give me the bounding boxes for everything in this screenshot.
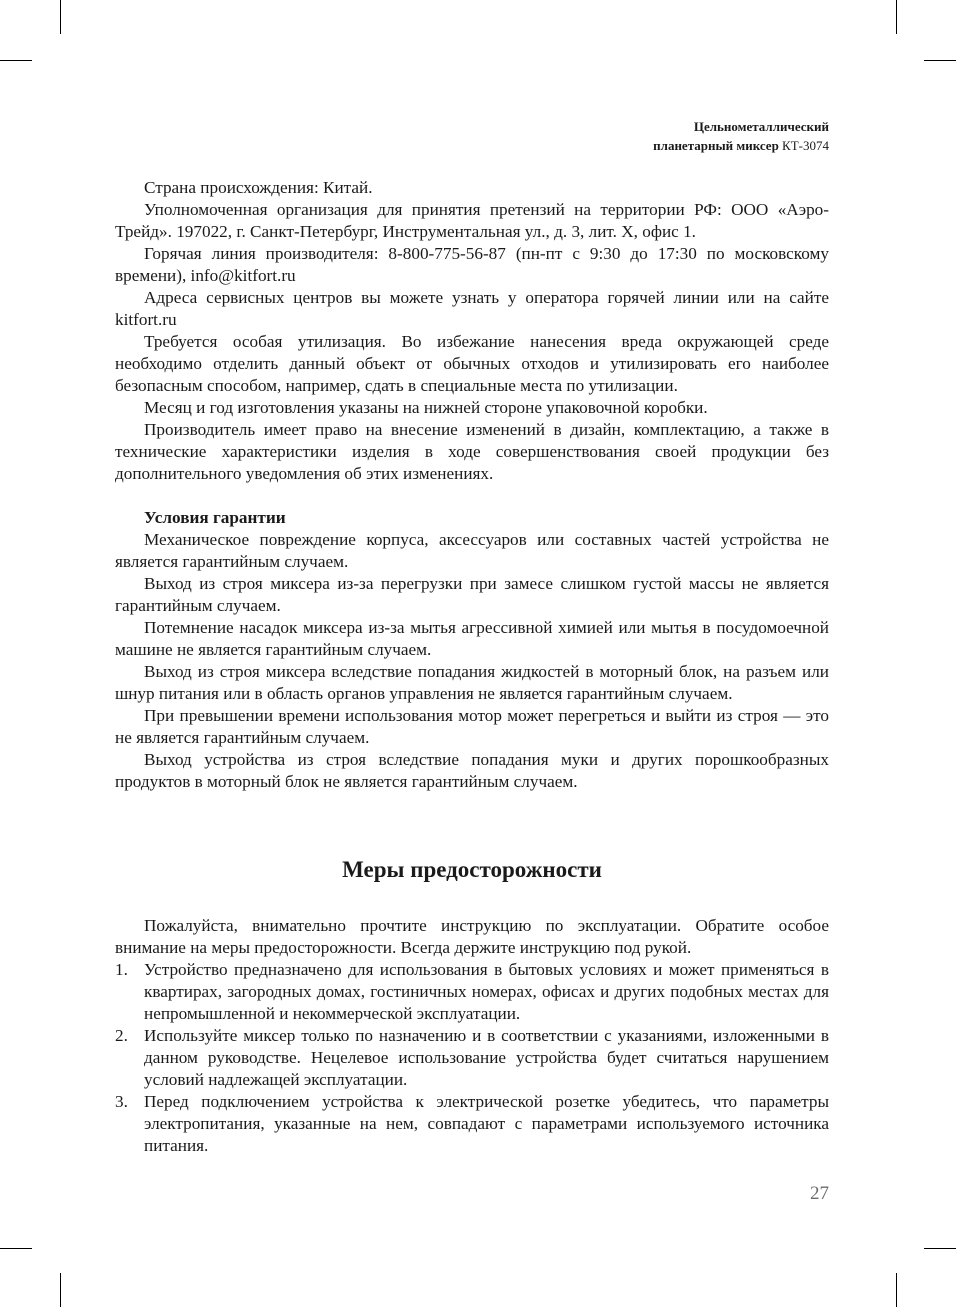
crop-mark [60, 0, 61, 34]
list-item-number: 1. [115, 960, 128, 979]
page-number: 27 [810, 1183, 829, 1204]
list-item-text: Устройство предназначено для использования в бытовых условиях и может применяться в квартирах, загородных домах, гостиничных номерах, офисах и других подобных местах для непромышленной и некоммерческой эксплуатации. [144, 960, 829, 1023]
section-title: Меры предосторожности [342, 857, 602, 882]
crop-mark [0, 1248, 32, 1249]
crop-mark [896, 0, 897, 34]
header-line-1: Цельнометаллический [693, 119, 829, 134]
list-item [115, 959, 829, 1025]
header-line-2 [653, 136, 829, 155]
crop-mark [896, 1273, 897, 1307]
precautions-list [115, 959, 829, 1157]
paragraph: Адреса сервисных центров вы можете узнать у оператора горячей линии или на сайте kitfort.ru [115, 288, 829, 329]
page-content [115, 177, 829, 1157]
paragraph: Страна происхождения: Китай. [144, 178, 373, 197]
crop-mark [924, 60, 956, 61]
list-item-number: 3. [115, 1092, 128, 1111]
paragraph: Уполномоченная организация для принятия претензий на территории РФ: ООО «Аэро-Трейд». 197022, г. Санкт-Петербург, Инструментальная ул., д. 3, лит. Х, офис 1. [115, 200, 829, 241]
warranty-heading: Условия гарантии [144, 508, 286, 527]
paragraph: Месяц и год изготовления указаны на нижней стороне упаковочной коробки. [144, 398, 708, 417]
list-item-text: Перед подключением устройства к электрической розетке убедитесь, что параметры электропитания, указанные на нем, совпадают с параметрами используемого источника питания. [144, 1092, 829, 1155]
paragraph: Производитель имеет право на внесение изменений в дизайн, комплектацию, а также в технические характеристики изделия в ходе совершенствования своей продукции без дополнительного уведомления об этих изменениях. [115, 420, 829, 483]
warranty-paragraph: Выход из строя миксера из-за перегрузки при замесе слишком густой массы не является гарантийным случаем. [115, 574, 829, 615]
list-item-text: Используйте миксер только по назначению и в соответствии с указаниями, изложенными в данном руководстве. Нецелевое использование устройства будет считаться нарушением условий надлежащей эксплуатации. [144, 1026, 829, 1089]
precautions-intro: Пожалуйста, внимательно прочтите инструкцию по эксплуатации. Обратите особое внимание на меры предосторожности. Всегда держите инструкцию под рукой. [115, 916, 829, 957]
list-item-number: 2. [115, 1026, 128, 1045]
running-header [653, 117, 829, 155]
warranty-paragraph: Потемнение насадок миксера из-за мытья агрессивной химией или мытья в посудомоечной машине не является гарантийным случаем. [115, 618, 829, 659]
list-item [115, 1091, 829, 1157]
header-product: планетарный миксер [653, 138, 779, 153]
warranty-paragraph: Выход устройства из строя вследствие попадания муки и других порошкообразных продуктов в моторный блок не является гарантийным случаем. [115, 750, 829, 791]
crop-mark [60, 1273, 61, 1307]
warranty-paragraph: Выход из строя миксера вследствие попадания жидкостей в моторный блок, на разъем или шнур питания или в область органов управления не является гарантийным случаем. [115, 662, 829, 703]
header-model: КТ-3074 [778, 138, 829, 153]
warranty-paragraph: Механическое повреждение корпуса, аксессуаров или составных частей устройства не является гарантийным случаем. [115, 530, 829, 571]
paragraph: Требуется особая утилизация. Во избежание нанесения вреда окружающей среде необходимо отделить данный объект от обычных отходов и утилизировать его наиболее безопасным способом, например, сдать в специальные места по утилизации. [115, 332, 829, 395]
crop-mark [0, 60, 32, 61]
paragraph: Горячая линия производителя: 8-800-775-56-87 (пн-пт с 9:30 до 17:30 по московскому времени), info@kitfort.ru [115, 244, 829, 285]
warranty-paragraph: При превышении времени использования мотор может перегреться и выйти из строя — это не является гарантийным случаем. [115, 706, 829, 747]
crop-mark [924, 1248, 956, 1249]
list-item [115, 1025, 829, 1091]
